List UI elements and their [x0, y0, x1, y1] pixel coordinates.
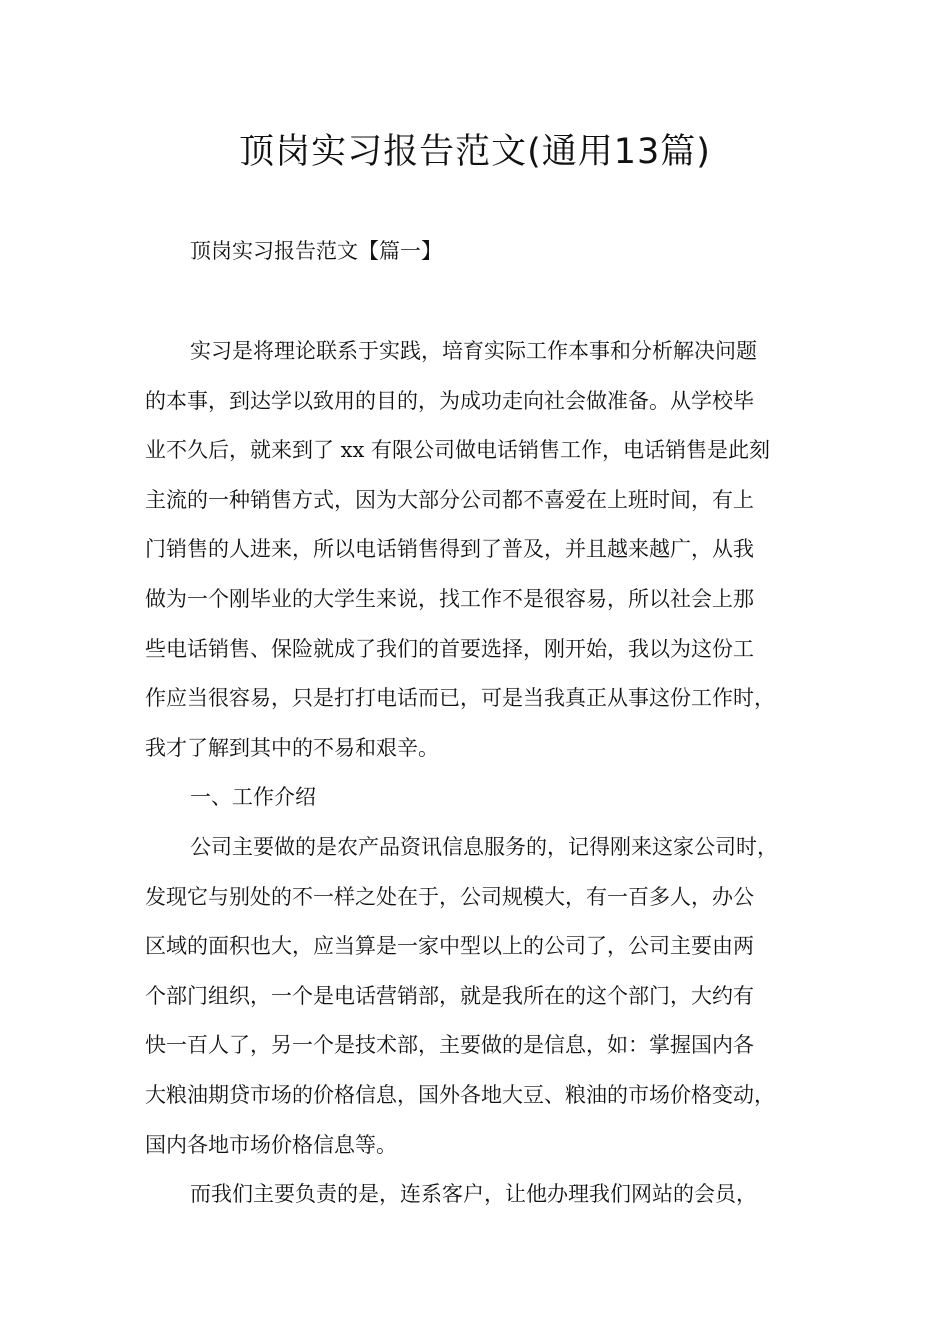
- text-line: 个部门组织，一个是电话营销部，就是我所在的这个部门，大约有: [145, 983, 754, 1008]
- text-line: 大粮油期贷市场的价格信息，国外各地大豆、粮油的市场价格变动，: [145, 1082, 775, 1107]
- text-line: 作应当很容易，只是打打电话而已，可是当我真正从事这份工作时，: [145, 686, 775, 711]
- text-line: 门销售的人进来，所以电话销售得到了普及，并且越来越广，从我: [145, 537, 754, 562]
- text-line: 而我们主要负责的是，连系客户，让他办理我们网站的会员，: [190, 1182, 757, 1207]
- text-line: 实习是将理论联系于实践，培育实际工作本事和分析解决问题: [190, 339, 757, 363]
- text-line: 我才了解到其中的不易和艰辛。: [145, 735, 439, 760]
- text-line: 主流的一种销售方式，因为大部分公司都不喜爱在上班时间，有上: [145, 487, 754, 512]
- text-line: 的本事，到达学以致用的目的，为成功走向社会做准备。从学校毕: [145, 388, 754, 413]
- text-line: 些电话销售、保险就成了我们的首要选择，刚开始，我以为这份工: [145, 636, 754, 661]
- text-line: 发现它与别处的不一样之处在于，公司规模大，有一百多人，办公: [145, 884, 754, 909]
- section-heading: 顶岗实习报告范文【篇一】: [190, 239, 442, 263]
- text-line: 国内各地市场价格信息等。: [145, 1132, 397, 1157]
- document-title: 顶岗实习报告范文(通用13篇): [239, 132, 711, 172]
- text-line: 一、工作介绍: [190, 785, 316, 810]
- text-line: 业不久后，就来到了 xx 有限公司做电话销售工作，电话销售是此刻: [145, 438, 771, 463]
- text-line: 公司主要做的是农产品资讯信息服务的，记得刚来这家公司时，: [190, 834, 778, 859]
- document-body: [145, 334, 835, 1227]
- text-line: 区域的面积也大，应当算是一家中型以上的公司了，公司主要由两: [145, 934, 754, 959]
- text-line: 做为一个刚毕业的大学生来说，找工作不是很容易，所以社会上那: [145, 586, 754, 611]
- text-line: 快一百人了，另一个是技术部，主要做的是信息，如：掌握国内各: [145, 1033, 754, 1058]
